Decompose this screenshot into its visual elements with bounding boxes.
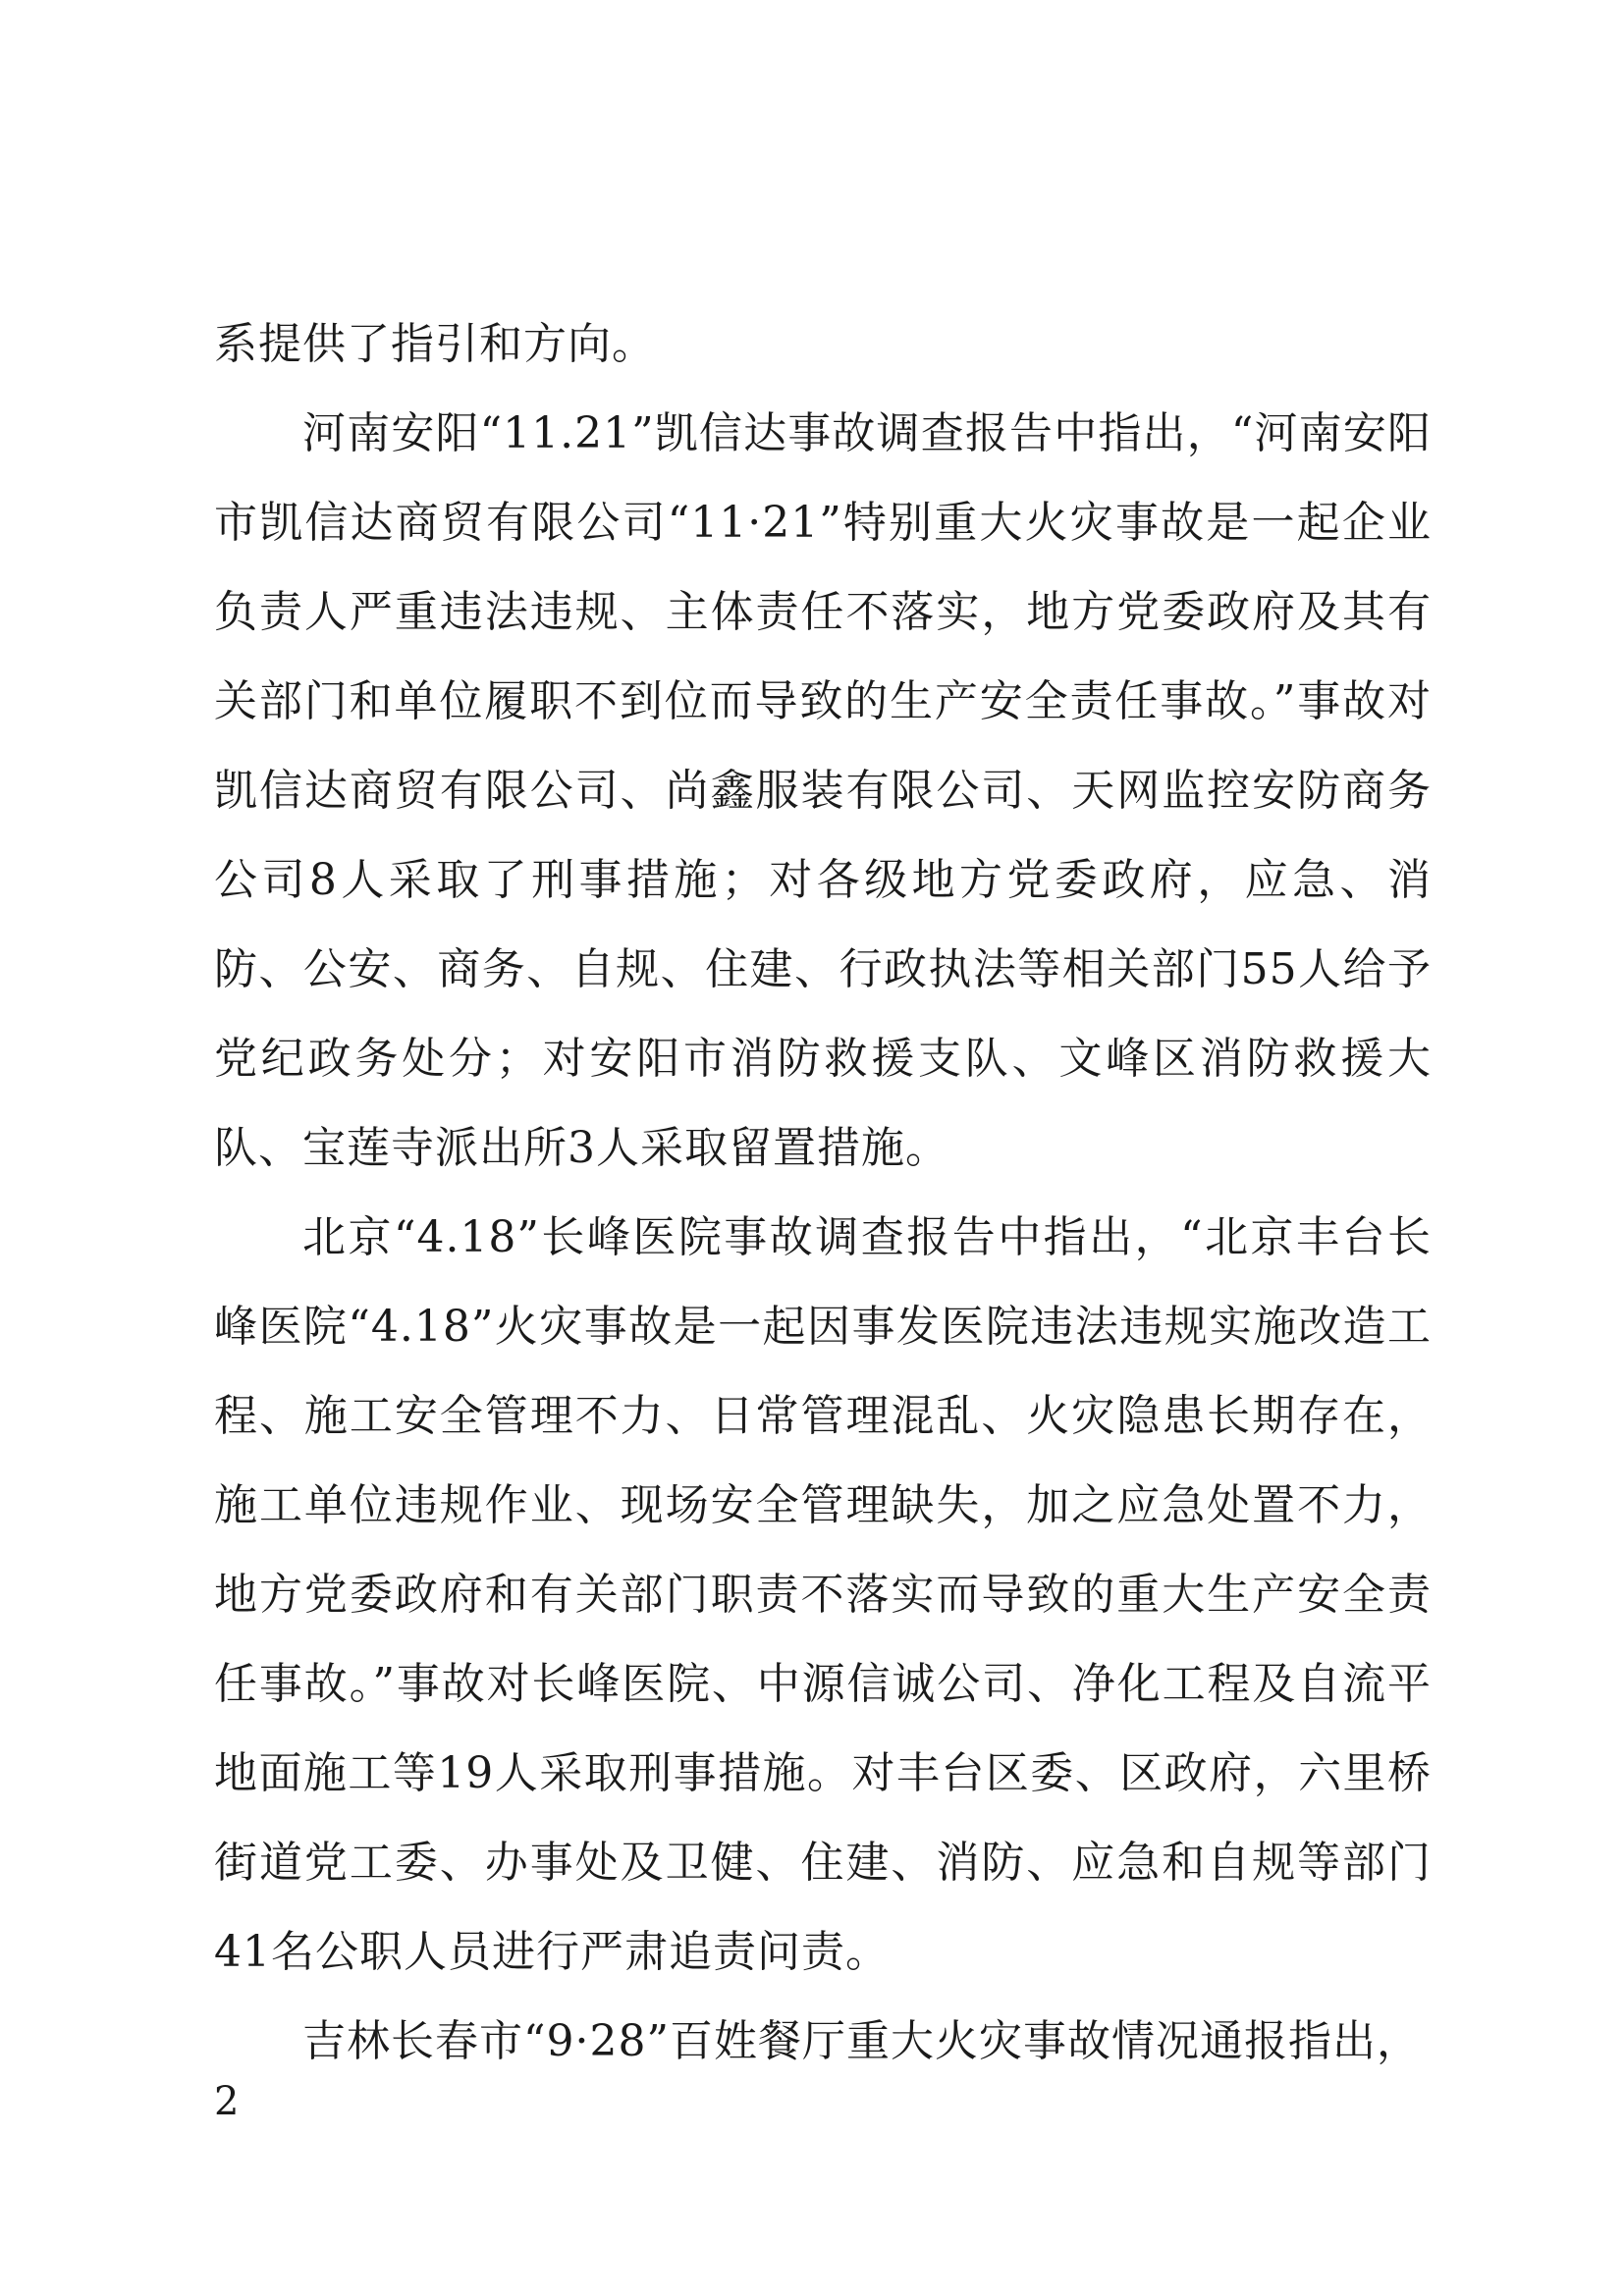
paragraph-changchun-restaurant-fire-report: 吉林长春市“9·28”百姓餐厅重大火灾事故情况通报指出， — [302, 2016, 1421, 2066]
paragraph-beijing-hospital-fire-report: 北京“4.18”长峰医院事故调查报告中指出，“北京丰台长峰医院“4.18”火灾事故是一起因事发医院违法违规实施改造工程、施工安全管理不力、日常管理混乱、火灾隐患长期存在，施工单位违规作业、现场安全管理缺失，加之应急处置不力，地方党委政府和有关部门职责不落实而导致的重大生产安全责任事故。”事故对长峰医院、中源信诚公司、净化工程及自流平地面施工等19人采取刑事措施。对丰台区委、区政府，六里桥街道党工委、办事处及卫健、住建、消防、应急和自规等部门41名公职人员进行严肃追责问责。 — [214, 1212, 1432, 1977]
page-number: 2 — [214, 2079, 240, 2124]
paragraph-anyang-fire-report: 河南安阳“11.21”凯信达事故调查报告中指出，“河南安阳市凯信达商贸有限公司“11·21”特别重大火灾事故是一起企业负责人严重违法违规、主体责任不落实，地方党委政府及其有关部门和单位履职不到位而导致的生产安全责任事故。”事故对凯信达商贸有限公司、尚鑫服装有限公司、天网监控安防商务公司8人采取了刑事措施；对各级地方党委政府，应急、消防、公安、商务、自规、住建、行政执法等相关部门55人给予党纪政务处分；对安阳市消防救援支队、文峰区消防救援大队、宝莲寺派出所3人采取留置措施。 — [214, 408, 1432, 1173]
paragraph-continuation: 系提供了指引和方向。 — [214, 319, 656, 369]
document-body — [214, 299, 1432, 2086]
